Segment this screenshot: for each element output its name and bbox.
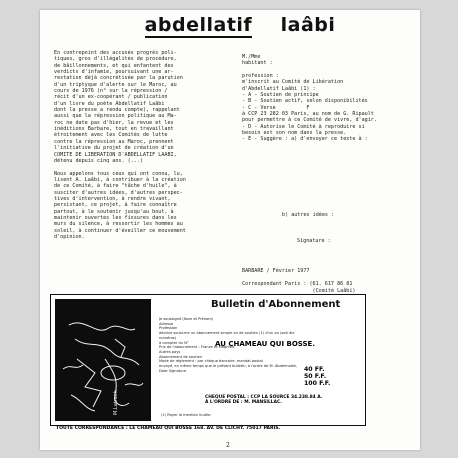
form-line: pour permettre à ce Comité de vivre, d'agir. [242,117,377,124]
text-line: d'opinion. [54,233,85,240]
form-line: profession : [242,73,279,80]
price-line: 40 FF. [304,366,325,373]
text-line: COMITE DE LIBERATION D'ABDELLATIF LAABI, [54,151,177,158]
text-line: de ce Comité, à faire "tâche d'huile", à [54,183,177,190]
bulletin-line: Je soussigné (Nom et Prénom) [159,317,214,321]
title-first-name: abdellatif [144,14,253,36]
text-line: partout, à le soutenir jusqu'au bout, à [54,208,174,215]
text-line: dont la presse a rendu compte), rappelant [54,107,180,114]
text-line: Nous appelons tous ceux qui ont connu, lu, [54,170,183,177]
handwritten-cheque-info [205,395,322,405]
text-line: maintenir ouvertes les fissures dans les [54,214,177,221]
text-line: inéditions Barbare, tout en travaillant [54,126,174,133]
correspondence-block [242,268,420,294]
text-line: contre la répression au Maroc, prennent [54,138,174,145]
price-line: 100 F.F. [304,380,331,387]
bulletin-line: Prix de l'abonnement : France et Maghreb [159,345,235,350]
text-line: d'un triptyque d'alerte sur le Maroc, au [54,81,177,88]
text-line: récit d'un ex-coopérant / publication [54,94,168,101]
membership-form [242,54,420,143]
bulletin-line: Adresse [159,321,174,326]
form-line: - C - Verse F [242,104,310,111]
text-line: susciter d'autres idées, d'autres perspec- [54,189,183,196]
text-line: roc ne date pas d'hier, la revue et les [54,119,174,126]
text-line: soleil, à continuer d'éveiller ce mouvement [54,227,186,234]
bulletin-line: numéros) [159,335,177,340]
text-line: murs du silence, à ressortir les hommes au [54,221,183,228]
signature-label: Signature : [297,238,331,244]
price-line: 50 F.F. [304,373,327,380]
text-line: aussi que la répression politique au Ma- [54,113,177,120]
text-line: persistant, ce projet, à faire connaître [54,202,177,209]
handwritten-prices [304,366,330,387]
form-line: d'Abdellatif Laâbi (1) : [242,85,316,92]
form-line: m'inscrit au Comité de Libération [242,79,344,86]
bulletin-line: Autres pays [159,349,181,354]
bulletin-line: Abonnement de soutien [159,354,203,359]
bulletin-line: Profession [159,326,178,331]
cheque-line: CHEQUE POSTAL : CCP LA SOURCE 34.238.84 A. [205,395,323,400]
text-line: de bâillonnements, et qui enfantent des [54,62,174,69]
handwritten-journal-name: AU CHAMEAU QUI BOSSE. [215,340,315,348]
bulletin-line: à compter du N° [159,340,189,345]
appeal-text [54,50,228,240]
bulletin-line: déclare souscrire un abonnement simple ou de soutien (1) d'un an (soit dix [159,331,295,336]
correspondence-line: (Comité Laâbi) [242,287,356,294]
text-line: tives d'intervention, à rendre vivant, [54,195,171,202]
correspondence-line: BARBARE / Février 1977 [242,268,310,274]
form-line: - E - Suggère : a) d'envoyer ce texte à : [242,136,368,143]
text-line: restation déjà concrétisée par la parution [54,75,183,82]
handwritten-correspondence: TOUTE CORRESPONDANCE : LE CHAMEAU QUI BOSSE 168. AV. DE CLICHY. 75017 PARIS. [56,426,281,431]
bulletin-line: Mode de règlement : par chèque bancaire, mandat postal [159,359,263,364]
illustration-image [55,299,151,421]
form-line: - A - Soutien de principe [242,92,319,99]
text-line: l'initiative du projet de création d'un [54,145,174,152]
correspondence-line [242,275,420,282]
title-last-name: laâbi [280,14,336,36]
text-line: En contrepoint des accusés progrès poli- [54,50,177,56]
form-line: habitant : [242,60,273,67]
page-number: 2 [226,442,230,449]
camel-drawing-icon [55,299,151,421]
bulletin-title: Bulletin d'Abonnement [211,299,341,310]
text-line: lisent A. Laâbi, à contribuer à la création [54,176,186,183]
bulletin-line: Date Signature [159,368,187,373]
text-line: tiques, gros d'illégalités de procédure, [54,56,177,63]
form-line: M./Mme [242,54,261,60]
text-line: verdicts d'infamie, poursuivant une ar- [54,69,174,76]
text-line: d'un livre du poète Abdellatif Laâbi [54,100,165,107]
text-line: cours de 1976 (n° sur la répression / [54,88,168,95]
text-line: détenu depuis cinq ans. (...) [54,157,143,164]
other-ideas-label: b) autres idées : [282,212,335,218]
cheque-line: À L'ORDRE DE : M. MANSILLAC. [205,400,282,405]
text-line: étroitement avec les Comités de lutte [54,132,168,139]
form-line: besoin est son nom dans la presse. [242,130,347,137]
bulletin-footnote: (1) Rayer la mention inutile. [161,413,212,417]
page-title [140,14,340,38]
form-line: - B - Soutien actif, selon disponibilités [242,98,368,105]
correspondence-line: Correspondant Paris : (61. 617 86 81 [242,281,353,288]
form-line: à CCP 23 282 03 Paris, au nom de G. Ripault [242,111,374,118]
subscription-form [50,294,366,426]
bulletin-line: envoyé, en même temps que le présent bulletin, à l'ordre de M. Abdelmalek, [159,364,298,369]
svg-text:M.Latrach: M.Latrach [113,390,119,415]
form-line: - D - Autorise le Comité à reproduire si [242,123,365,130]
